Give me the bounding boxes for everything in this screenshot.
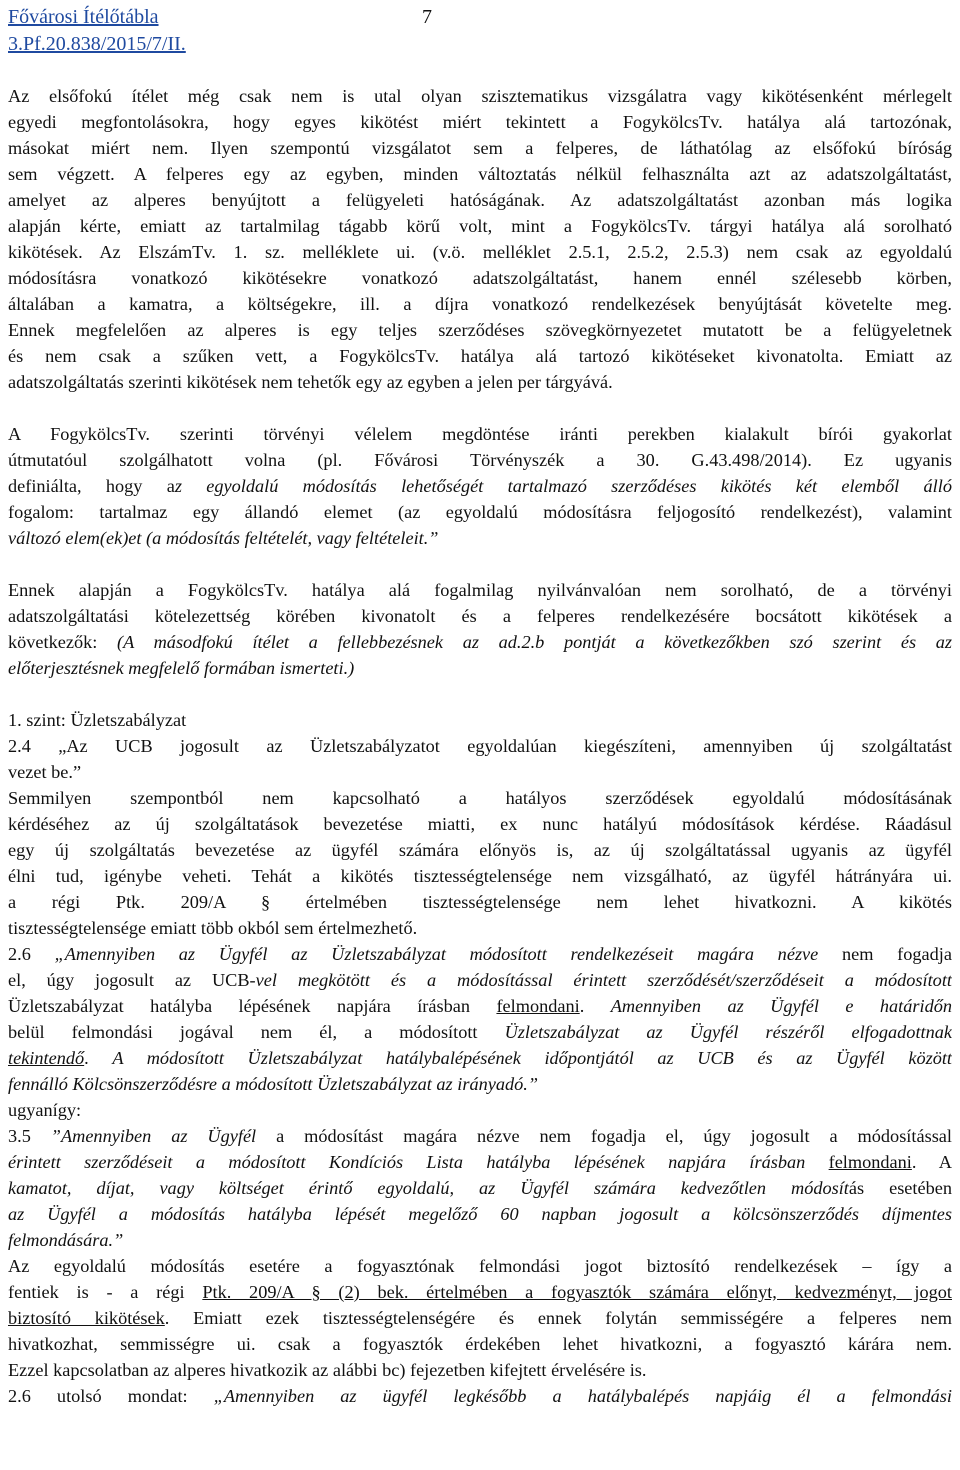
text-line: tisztességtelensége emiatt több okból sem értelmezhető. [8,918,418,938]
quoted-clause: Üzletszabályzat hatályba lépésének napjára írásban felmondani. Amennyiben az Ügyfél e határidőn [8,996,952,1016]
court-name[interactable]: Fővárosi Ítélőtábla [8,6,159,28]
quoted-clause: 3.5 ”Amennyiben az Ügyfél a módosítást magára nézve nem fogadja el, úgy jogosult a módosítással [8,1126,952,1146]
text-line: másokat miért nem. Ilyen szempontú vizsgálatot sem a felperes, de láthatólag az elsőfokú bíróság [8,138,952,158]
text-line: következők: (A másodfokú ítélet a fellebbezésnek az ad.2.b pontját a következőkben szó szerint és az [8,632,952,652]
quoted-clause: el, úgy jogosult az UCB-vel megkötött és a módosítással érintett szerződését/szerződéseit a módosított [8,970,952,990]
text-line: adatszolgáltatás szerinti kikötések nem tehetők egy az egyben a jelen per tárgyává. [8,372,613,392]
text-line: változó elem(ek)et (a módosítás feltételét, vagy feltételeit.” [8,528,439,548]
text-line: 2.6 utolsó mondat: „Amennyiben az ügyfél legkésőbb a hatálybalépés napjáig él a felmondási [8,1386,952,1406]
text-line: egy új szolgáltatás bevezetése az ügyfél számára előnyös is, az új szolgáltatással ugyanis az ügyfél [8,840,952,860]
case-number[interactable]: 3.Pf.20.838/2015/7/II. [8,33,186,55]
text-line: fogalom: tartalmaz egy állandó elemet (az egyoldalú módosításra feljogosító rendelkezést), valamint [8,502,952,522]
text-line: alapján kérte, emiatt az tartalmilag tágabb körű volt, mint a FogykölcsTv. tárgyi hatálya alá sorolható [8,216,952,236]
text-line: adatszolgáltatási kötelezettség körében kivonatolt és a felperes rendelkezésére bocsátott kikötések a [8,606,952,626]
text-line: hivatkozhat, semmisségre ui. csak a fogyasztók érdekében lehet hivatkozni, a fogyasztó kárára nem. [8,1334,952,1354]
text-line: A FogykölcsTv. szerinti törvényi vélelem megdöntése iránti perekben kialakult bírói gyakorlat [8,424,952,444]
text-line: sem végzett. A felperes egy az egyben, minden változtatás nélkül felhasználta azt az adatszolgáltatást, [8,164,952,184]
text-line: kérdéséhez az új szolgáltatások bevezetése miatti, ex nunc hatályú módosítások kérdése. Ráadásul [8,814,952,834]
text-line: Ennek alapján a FogykölcsTv. hatálya alá fogalmilag nyilvánvalóan nem sorolható, de a törvényi [8,580,952,600]
text-line: kikötések. Az ElszámTv. 1. sz. melléklete ui. (v.ö. melléklet 2.5.1, 2.5.2, 2.5.3) nem csak az egyoldalú [8,242,952,262]
text-line: módosításra vonatkozó kikötésekre vonatkozó adatszolgáltatást, hanem ennél szélesebb körben, [8,268,952,288]
quoted-clause: 2.6 „Amennyiben az Ügyfél az Üzletszabályzat módosított rendelkezéseit magára nézve nem fogadja [8,944,952,964]
paragraph-gap [8,681,952,707]
text-line: fentiek is - a régi Ptk. 209/A § (2) bek. értelmében a fogyasztók számára előnyt, kedvezményt, jogot [8,1282,952,1302]
document-body [8,83,952,1409]
text-line: előterjesztésnek megfelelő formában ismerteti.) [8,658,355,678]
quoted-clause: vezet be.” [8,762,82,782]
paragraph-gap [8,551,952,577]
quoted-clause: érintett szerződéseit a módosított Kondíciós Lista hatályba lépésének napjára írásban felmondani. A [8,1152,952,1172]
text-line: útmutatóul szolgálhatott volna (pl. Fővárosi Törvényszék a 30. G.43.498/2014). Ez ugyanis [8,450,952,470]
quoted-clause: belül felmondási jogával nem él, a módosított Üzletszabályzat az Ügyfél részéről elfogadottnak [8,1022,952,1042]
text-line: általában a kamatra, a költségekre, ill. a díjra vonatkozó rendelkezések benyújtását követelte meg. [8,294,952,314]
page-header [8,4,186,58]
text-line: Ezzel kapcsolatban az alperes hivatkozik az alábbi bc) fejezetben kifejtett érvelésére is. [8,1360,647,1380]
text-line: Semmilyen szempontból nem kapcsolható a hatályos szerződések egyoldalú módosításának [8,788,952,808]
text-line: ugyanígy: [8,1100,82,1120]
text-line: és nem csak a szűken vett, a FogykölcsTv. hatálya alá tartozó kikötéseket kivonatolta. Emiatt az [8,346,952,366]
section-heading: 1. szint: Üzletszabályzat [8,710,187,730]
text-line: egyedi megfontolásokra, hogy egyes kikötést miért tekintett a FogykölcsTv. hatálya alá tartozónak, [8,112,952,132]
quoted-clause: felmondására.” [8,1230,124,1250]
text-line: Ennek megfelelően az alperes is egy teljes szerződéses szövegkörnyezetet mutatott be a felügyeletnek [8,320,952,340]
text-line: definiálta, hogy az egyoldalú módosítás lehetőségét tartalmazó szerződéses kikötés két elemből álló [8,476,952,496]
quoted-clause: tekintendő. A módosított Üzletszabályzat hatálybalépésének időpontjától az UCB és az Ügyfél között [8,1048,952,1068]
text-line: élni tud, igénybe veheti. Tehát a kikötés tisztességtelensége nem vizsgálható, az ügyfél hátrányára ui. [8,866,952,886]
quoted-clause: fennálló Kölcsönszerződésre a módosított Üzletszabályzat az irányadó.” [8,1074,538,1094]
quoted-clause: az Ügyfél a módosítás hatályba lépését megelőző 60 napban jogosult a kölcsönszerződés díjmentes [8,1204,952,1224]
paragraph-gap [8,395,952,421]
text-line: amelyet az alperes benyújtott a felügyeleti hatóságának. Az adatszolgáltatást azonban más logika [8,190,952,210]
quoted-clause: kamatot, díjat, vagy költséget érintő egyoldalú, az Ügyfél számára kedvezőtlen módosítás esetében [8,1178,952,1198]
text-line: Az egyoldalú módosítás esetére a fogyasztónak felmondási jogot biztosító rendelkezések – így a [8,1256,952,1276]
quoted-clause: 2.4 „Az UCB jogosult az Üzletszabályzatot egyoldalúan kiegészíteni, amennyiben új szolgáltatást [8,736,952,756]
text-line: Az elsőfokú ítélet még csak nem is utal olyan szisztematikus vizsgálatra vagy kikötésenként mérlegelt [8,86,952,106]
page-number: 7 [422,6,432,28]
text-line: biztosító kikötések. Emiatt ezek tisztességtelenségére és ennek folytán semmisségére a felperes nem [8,1308,952,1328]
text-line: a régi Ptk. 209/A § értelmében tisztességtelensége nem lehet hivatkozni. A kikötés [8,892,952,912]
